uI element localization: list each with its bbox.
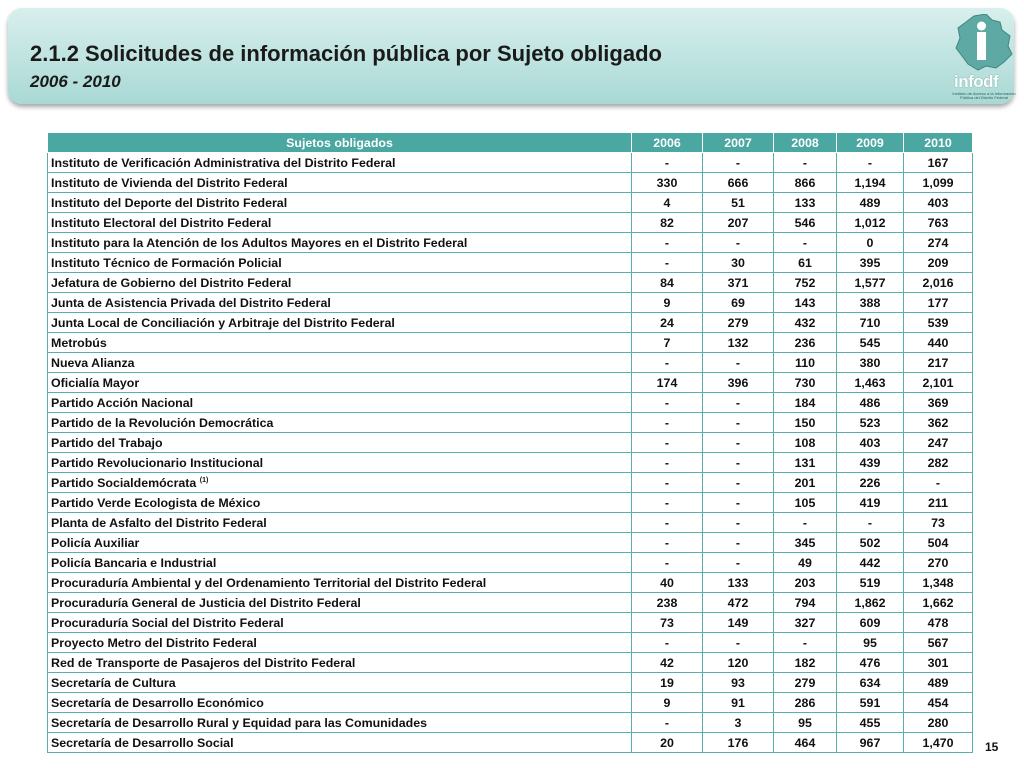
row-sujeto-name xyxy=(48,653,632,673)
cell-year-2010: 403 xyxy=(904,193,973,213)
table-row xyxy=(48,513,973,533)
cell-year-2006: 42 xyxy=(632,653,703,673)
cell-year-2007: 207 xyxy=(703,213,774,233)
cell-year-2008: 110 xyxy=(774,353,837,373)
row-sujeto-name xyxy=(48,593,632,613)
table-row xyxy=(48,733,973,753)
cell-year-2007: 666 xyxy=(703,173,774,193)
cell-year-2007: 149 xyxy=(703,613,774,633)
row-sujeto-name xyxy=(48,213,632,233)
cell-year-2008: 49 xyxy=(774,553,837,573)
cell-year-2010: - xyxy=(904,473,973,493)
cell-year-2006: - xyxy=(632,713,703,733)
cell-year-2010: 369 xyxy=(904,393,973,413)
row-sujeto-name xyxy=(48,433,632,453)
sujeto-label: Partido Revolucionario Institucional xyxy=(51,455,264,470)
sujeto-label: Procuraduría General de Justicia del Distrito Federal xyxy=(51,595,361,610)
row-sujeto-name xyxy=(48,693,632,713)
cell-year-2007: 132 xyxy=(703,333,774,353)
cell-year-2007: 30 xyxy=(703,253,774,273)
page-number: 15 xyxy=(985,740,999,754)
cell-year-2006: 238 xyxy=(632,593,703,613)
row-sujeto-name xyxy=(48,553,632,573)
sujeto-label: Partido Verde Ecologista de México xyxy=(51,495,261,510)
sujeto-label: Procuraduría Ambiental y del Ordenamiento Territorial del Distrito Federal xyxy=(51,575,487,590)
row-sujeto-name xyxy=(48,473,632,493)
sujeto-label: Instituto del Deporte del Distrito Federal xyxy=(51,195,288,210)
row-sujeto-name xyxy=(48,453,632,473)
sujeto-label: Secretaría de Desarrollo Rural y Equidad para las Comunidades xyxy=(51,715,427,730)
sujeto-label: Policía Auxiliar xyxy=(51,535,140,550)
row-sujeto-name xyxy=(48,633,632,653)
cell-year-2008: 464 xyxy=(774,733,837,753)
cell-year-2008: - xyxy=(774,633,837,653)
table-row xyxy=(48,233,973,253)
row-sujeto-name xyxy=(48,573,632,593)
cell-year-2007: 91 xyxy=(703,693,774,713)
logo-wordmark: infodf xyxy=(954,72,999,91)
cell-year-2006: 330 xyxy=(632,173,703,193)
cell-year-2007: - xyxy=(703,153,774,173)
cell-year-2007: 396 xyxy=(703,373,774,393)
cell-year-2006: - xyxy=(632,493,703,513)
cell-year-2008: - xyxy=(774,233,837,253)
cell-year-2008: 236 xyxy=(774,333,837,353)
cell-year-2006: - xyxy=(632,153,703,173)
cell-year-2007: 371 xyxy=(703,273,774,293)
table-row xyxy=(48,313,973,333)
row-sujeto-name xyxy=(48,353,632,373)
cell-year-2007: 176 xyxy=(703,733,774,753)
table-row xyxy=(48,173,973,193)
cell-year-2009: 1,463 xyxy=(837,373,904,393)
cell-year-2007: - xyxy=(703,233,774,253)
cell-year-2009: 609 xyxy=(837,613,904,633)
cell-year-2010: 504 xyxy=(904,533,973,553)
row-sujeto-name xyxy=(48,333,632,353)
cell-year-2007: - xyxy=(703,473,774,493)
cell-year-2010: 763 xyxy=(904,213,973,233)
cell-year-2007: - xyxy=(703,393,774,413)
cell-year-2006: - xyxy=(632,353,703,373)
cell-year-2009: 226 xyxy=(837,473,904,493)
cell-year-2007: - xyxy=(703,553,774,573)
cell-year-2006: - xyxy=(632,633,703,653)
sujeto-label: Secretaría de Cultura xyxy=(51,675,176,690)
cell-year-2007: - xyxy=(703,493,774,513)
table-body xyxy=(48,153,973,753)
table-row xyxy=(48,613,973,633)
cell-year-2010: 539 xyxy=(904,313,973,333)
cell-year-2009: - xyxy=(837,153,904,173)
cell-year-2010: 282 xyxy=(904,453,973,473)
table-row xyxy=(48,533,973,553)
cell-year-2010: 1,470 xyxy=(904,733,973,753)
cell-year-2008: 182 xyxy=(774,653,837,673)
table-row xyxy=(48,573,973,593)
cell-year-2006: - xyxy=(632,473,703,493)
table-row xyxy=(48,393,973,413)
cell-year-2006: - xyxy=(632,453,703,473)
table-row xyxy=(48,593,973,613)
cell-year-2009: 455 xyxy=(837,713,904,733)
cell-year-2008: 150 xyxy=(774,413,837,433)
cell-year-2010: 167 xyxy=(904,153,973,173)
cell-year-2006: 82 xyxy=(632,213,703,233)
row-sujeto-name xyxy=(48,193,632,213)
cell-year-2006: - xyxy=(632,413,703,433)
row-sujeto-name xyxy=(48,733,632,753)
sujeto-label: Partido de la Revolución Democrática xyxy=(51,415,274,430)
cell-year-2008: 432 xyxy=(774,313,837,333)
table-row xyxy=(48,553,973,573)
sujeto-label: Proyecto Metro del Distrito Federal xyxy=(51,635,257,650)
cell-year-2010: 489 xyxy=(904,673,973,693)
cell-year-2007: 69 xyxy=(703,293,774,313)
column-header-2009: 2009 xyxy=(837,133,904,153)
cell-year-2006: 7 xyxy=(632,333,703,353)
table-row xyxy=(48,333,973,353)
row-sujeto-name xyxy=(48,493,632,513)
cell-year-2006: 4 xyxy=(632,193,703,213)
table-header-row xyxy=(48,133,973,153)
cell-year-2010: 274 xyxy=(904,233,973,253)
cell-year-2009: 95 xyxy=(837,633,904,653)
row-sujeto-name xyxy=(48,253,632,273)
table-row xyxy=(48,693,973,713)
logo-map-icon xyxy=(952,14,1014,74)
cell-year-2009: 489 xyxy=(837,193,904,213)
table-row xyxy=(48,713,973,733)
sujeto-label: Partido Socialdemócrata xyxy=(51,475,197,490)
cell-year-2008: 286 xyxy=(774,693,837,713)
sujeto-label: Nueva Alianza xyxy=(51,355,135,370)
cell-year-2006: 19 xyxy=(632,673,703,693)
cell-year-2006: - xyxy=(632,553,703,573)
cell-year-2010: 567 xyxy=(904,633,973,653)
cell-year-2010: 1,662 xyxy=(904,593,973,613)
table-row xyxy=(48,653,973,673)
cell-year-2010: 1,348 xyxy=(904,573,973,593)
cell-year-2009: 591 xyxy=(837,693,904,713)
table-row xyxy=(48,413,973,433)
cell-year-2007: - xyxy=(703,533,774,553)
cell-year-2010: 217 xyxy=(904,353,973,373)
sujeto-label: Junta Local de Conciliación y Arbitraje del Distrito Federal xyxy=(51,315,395,330)
cell-year-2009: 442 xyxy=(837,553,904,573)
cell-year-2008: 95 xyxy=(774,713,837,733)
cell-year-2008: 105 xyxy=(774,493,837,513)
cell-year-2008: 866 xyxy=(774,173,837,193)
cell-year-2006: 9 xyxy=(632,693,703,713)
sujeto-label: Instituto Técnico de Formación Policial xyxy=(51,255,282,270)
cell-year-2009: 439 xyxy=(837,453,904,473)
sujeto-label: Planta de Asfalto del Distrito Federal xyxy=(51,515,267,530)
cell-year-2006: 24 xyxy=(632,313,703,333)
row-sujeto-name xyxy=(48,173,632,193)
cell-year-2009: 502 xyxy=(837,533,904,553)
table-row xyxy=(48,273,973,293)
column-header-2008: 2008 xyxy=(774,133,837,153)
table-row xyxy=(48,293,973,313)
sujeto-label: Junta de Asistencia Privada del Distrito Federal xyxy=(51,295,331,310)
row-sujeto-name xyxy=(48,153,632,173)
row-sujeto-name xyxy=(48,613,632,633)
cell-year-2009: - xyxy=(837,513,904,533)
page-subtitle: 2006 - 2010 xyxy=(30,72,121,91)
cell-year-2006: - xyxy=(632,233,703,253)
row-sujeto-name xyxy=(48,413,632,433)
cell-year-2007: - xyxy=(703,453,774,473)
cell-year-2007: - xyxy=(703,413,774,433)
cell-year-2006: 9 xyxy=(632,293,703,313)
cell-year-2008: 61 xyxy=(774,253,837,273)
cell-year-2008: 752 xyxy=(774,273,837,293)
row-sujeto-name xyxy=(48,533,632,553)
sujeto-label: Instituto de Vivienda del Distrito Federal xyxy=(51,175,288,190)
cell-year-2010: 440 xyxy=(904,333,973,353)
infodf-logo xyxy=(952,14,1014,102)
cell-year-2010: 1,099 xyxy=(904,173,973,193)
sujeto-label: Instituto para la Atención de los Adultos Mayores en el Distrito Federal xyxy=(51,235,468,250)
cell-year-2006: 84 xyxy=(632,273,703,293)
cell-year-2007: - xyxy=(703,433,774,453)
cell-year-2007: 51 xyxy=(703,193,774,213)
row-sujeto-name xyxy=(48,513,632,533)
cell-year-2007: - xyxy=(703,633,774,653)
cell-year-2010: 280 xyxy=(904,713,973,733)
cell-year-2009: 403 xyxy=(837,433,904,453)
cell-year-2009: 476 xyxy=(837,653,904,673)
cell-year-2008: 203 xyxy=(774,573,837,593)
logo-caption: Instituto de Acceso a la Información Pública del Distrito Federal xyxy=(952,91,1016,100)
cell-year-2007: - xyxy=(703,353,774,373)
cell-year-2006: - xyxy=(632,513,703,533)
column-header-2007: 2007 xyxy=(703,133,774,153)
cell-year-2006: 20 xyxy=(632,733,703,753)
page-title: 2.1.2 Solicitudes de información pública por Sujeto obligado xyxy=(30,41,662,66)
cell-year-2009: 545 xyxy=(837,333,904,353)
cell-year-2009: 380 xyxy=(837,353,904,373)
sujeto-label: Procuraduría Social del Distrito Federal xyxy=(51,615,284,630)
cell-year-2007: 472 xyxy=(703,593,774,613)
sujeto-label: Metrobús xyxy=(51,335,107,350)
cell-year-2010: 454 xyxy=(904,693,973,713)
cell-year-2009: 967 xyxy=(837,733,904,753)
cell-year-2008: 201 xyxy=(774,473,837,493)
cell-year-2009: 710 xyxy=(837,313,904,333)
cell-year-2006: 174 xyxy=(632,373,703,393)
cell-year-2010: 2,101 xyxy=(904,373,973,393)
cell-year-2007: - xyxy=(703,513,774,533)
row-sujeto-name xyxy=(48,673,632,693)
cell-year-2008: - xyxy=(774,153,837,173)
cell-year-2007: 279 xyxy=(703,313,774,333)
column-header-2006: 2006 xyxy=(632,133,703,153)
cell-year-2006: 40 xyxy=(632,573,703,593)
sujeto-label: Instituto de Verificación Administrativa del Distrito Federal xyxy=(51,155,396,170)
table-row xyxy=(48,473,973,493)
cell-year-2008: 279 xyxy=(774,673,837,693)
cell-year-2009: 1,194 xyxy=(837,173,904,193)
cell-year-2008: - xyxy=(774,513,837,533)
cell-year-2007: 3 xyxy=(703,713,774,733)
cell-year-2006: - xyxy=(632,393,703,413)
sujeto-label: Policía Bancaria e Industrial xyxy=(51,555,217,570)
cell-year-2009: 519 xyxy=(837,573,904,593)
table-row xyxy=(48,253,973,273)
row-sujeto-name xyxy=(48,233,632,253)
row-sujeto-name xyxy=(48,713,632,733)
cell-year-2008: 730 xyxy=(774,373,837,393)
table-row xyxy=(48,633,973,653)
row-sujeto-name xyxy=(48,313,632,333)
table-row xyxy=(48,493,973,513)
table-row xyxy=(48,353,973,373)
cell-year-2006: - xyxy=(632,433,703,453)
cell-year-2009: 1,862 xyxy=(837,593,904,613)
cell-year-2008: 345 xyxy=(774,533,837,553)
cell-year-2008: 108 xyxy=(774,433,837,453)
header-banner xyxy=(8,8,1014,104)
cell-year-2006: - xyxy=(632,253,703,273)
table-row xyxy=(48,453,973,473)
cell-year-2010: 270 xyxy=(904,553,973,573)
solicitudes-table xyxy=(47,132,973,753)
cell-year-2008: 546 xyxy=(774,213,837,233)
sujeto-label: Red de Transporte de Pasajeros del Distrito Federal xyxy=(51,655,356,670)
row-sujeto-name xyxy=(48,393,632,413)
sujeto-label: Instituto Electoral del Distrito Federal xyxy=(51,215,272,230)
cell-year-2010: 73 xyxy=(904,513,973,533)
cell-year-2008: 133 xyxy=(774,193,837,213)
table-row xyxy=(48,673,973,693)
cell-year-2007: 133 xyxy=(703,573,774,593)
cell-year-2010: 211 xyxy=(904,493,973,513)
table-row xyxy=(48,373,973,393)
sujeto-label: Jefatura de Gobierno del Distrito Federal xyxy=(51,275,292,290)
cell-year-2010: 209 xyxy=(904,253,973,273)
sujeto-label: Partido del Trabajo xyxy=(51,435,163,450)
cell-year-2009: 634 xyxy=(837,673,904,693)
cell-year-2010: 478 xyxy=(904,613,973,633)
cell-year-2010: 247 xyxy=(904,433,973,453)
cell-year-2010: 2,016 xyxy=(904,273,973,293)
cell-year-2009: 419 xyxy=(837,493,904,513)
cell-year-2008: 131 xyxy=(774,453,837,473)
table-row xyxy=(48,213,973,233)
sujeto-label: Secretaría de Desarrollo Social xyxy=(51,735,234,750)
cell-year-2009: 1,012 xyxy=(837,213,904,233)
cell-year-2008: 184 xyxy=(774,393,837,413)
table-row xyxy=(48,193,973,213)
column-header-2010: 2010 xyxy=(904,133,973,153)
cell-year-2008: 143 xyxy=(774,293,837,313)
column-header-sujetos: Sujetos obligados xyxy=(48,133,632,153)
cell-year-2010: 177 xyxy=(904,293,973,313)
cell-year-2010: 301 xyxy=(904,653,973,673)
cell-year-2008: 327 xyxy=(774,613,837,633)
row-sujeto-name xyxy=(48,293,632,313)
cell-year-2009: 388 xyxy=(837,293,904,313)
footnote-marker: (1) xyxy=(199,476,209,484)
cell-year-2009: 486 xyxy=(837,393,904,413)
row-sujeto-name xyxy=(48,273,632,293)
cell-year-2010: 362 xyxy=(904,413,973,433)
cell-year-2007: 93 xyxy=(703,673,774,693)
cell-year-2006: 73 xyxy=(632,613,703,633)
cell-year-2009: 523 xyxy=(837,413,904,433)
cell-year-2009: 0 xyxy=(837,233,904,253)
cell-year-2007: 120 xyxy=(703,653,774,673)
cell-year-2009: 395 xyxy=(837,253,904,273)
sujeto-label: Secretaría de Desarrollo Económico xyxy=(51,695,264,710)
sujeto-label: Partido Acción Nacional xyxy=(51,395,194,410)
table-row xyxy=(48,153,973,173)
row-sujeto-name xyxy=(48,373,632,393)
cell-year-2009: 1,577 xyxy=(837,273,904,293)
table-row xyxy=(48,433,973,453)
cell-year-2008: 794 xyxy=(774,593,837,613)
cell-year-2006: - xyxy=(632,533,703,553)
sujeto-label: Oficialía Mayor xyxy=(51,375,140,390)
